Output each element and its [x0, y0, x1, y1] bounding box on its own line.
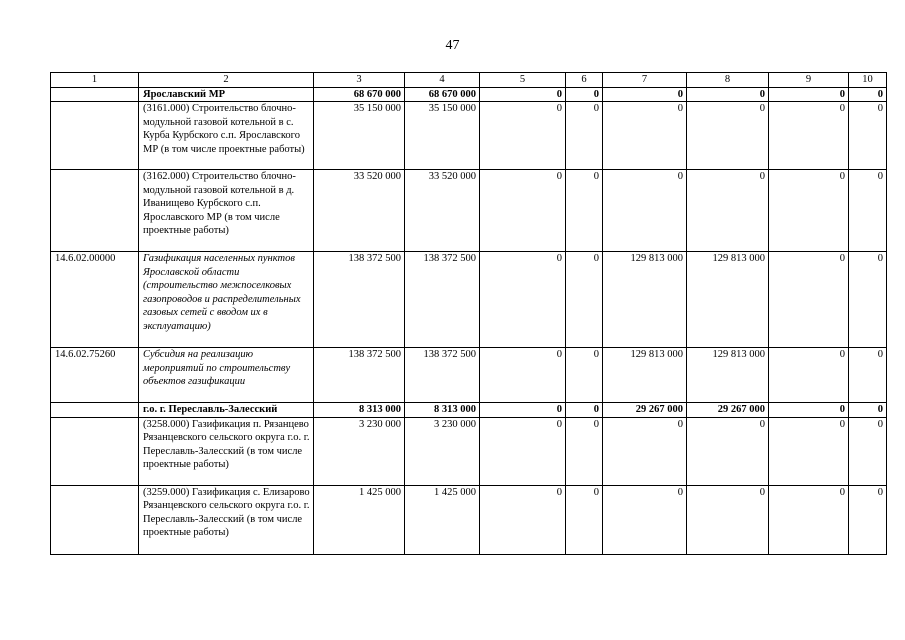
cell-col8: 29 267 000	[687, 403, 769, 418]
table-row	[51, 252, 887, 348]
row-name: (3161.000) Строительство блочно-модульной газовой котельной в с. Курба Курбского с.п. Ярославского МР (в том числе проектные работы)	[139, 102, 314, 170]
cell-col4: 35 150 000	[405, 102, 480, 170]
cell-col9: 0	[769, 252, 849, 348]
cell-col10: 0	[849, 485, 887, 554]
row-code	[51, 403, 139, 418]
cell-col4: 33 520 000	[405, 170, 480, 252]
cell-col8: 129 813 000	[687, 252, 769, 348]
cell-col10: 0	[849, 87, 887, 102]
cell-col8: 0	[687, 87, 769, 102]
row-name: Ярославский МР	[139, 87, 314, 102]
cell-col3: 138 372 500	[314, 252, 405, 348]
cell-col9: 0	[769, 170, 849, 252]
cell-col6: 0	[566, 348, 603, 403]
cell-col5: 0	[480, 485, 566, 554]
cell-col4: 138 372 500	[405, 252, 480, 348]
cell-col3: 68 670 000	[314, 87, 405, 102]
cell-col3: 35 150 000	[314, 102, 405, 170]
table-row	[51, 170, 887, 252]
budget-table	[50, 72, 887, 555]
row-code: 14.6.02.75260	[51, 348, 139, 403]
cell-col9: 0	[769, 417, 849, 485]
cell-col10: 0	[849, 252, 887, 348]
cell-col8: 0	[687, 485, 769, 554]
cell-col10: 0	[849, 102, 887, 170]
column-header: 7	[603, 73, 687, 88]
row-name: Субсидия на реализацию мероприятий по строительству объектов газификации	[139, 348, 314, 403]
cell-col5: 0	[480, 348, 566, 403]
cell-col10: 0	[849, 403, 887, 418]
cell-col7: 129 813 000	[603, 252, 687, 348]
cell-col6: 0	[566, 170, 603, 252]
cell-col9: 0	[769, 348, 849, 403]
cell-col4: 1 425 000	[405, 485, 480, 554]
cell-col4: 8 313 000	[405, 403, 480, 418]
column-header: 8	[687, 73, 769, 88]
cell-col5: 0	[480, 170, 566, 252]
table-row	[51, 87, 887, 102]
cell-col7: 0	[603, 417, 687, 485]
cell-col3: 138 372 500	[314, 348, 405, 403]
cell-col8: 0	[687, 102, 769, 170]
page-number: 47	[445, 38, 460, 53]
cell-col6: 0	[566, 485, 603, 554]
cell-col5: 0	[480, 87, 566, 102]
cell-col9: 0	[769, 403, 849, 418]
row-code	[51, 102, 139, 170]
column-header: 4	[405, 73, 480, 88]
cell-col5: 0	[480, 252, 566, 348]
row-code: 14.6.02.00000	[51, 252, 139, 348]
column-header: 5	[480, 73, 566, 88]
table-header-row	[51, 73, 887, 88]
cell-col3: 8 313 000	[314, 403, 405, 418]
cell-col9: 0	[769, 485, 849, 554]
cell-col10: 0	[849, 170, 887, 252]
cell-col5: 0	[480, 102, 566, 170]
column-header: 3	[314, 73, 405, 88]
table-row	[51, 102, 887, 170]
cell-col3: 1 425 000	[314, 485, 405, 554]
cell-col9: 0	[769, 87, 849, 102]
cell-col6: 0	[566, 403, 603, 418]
row-name: Газификация населенных пунктов Ярославской области (строительство межпоселковых газопроводов и распределительных газовых сетей с вводом их в эксплуатацию)	[139, 252, 314, 348]
cell-col10: 0	[849, 348, 887, 403]
cell-col10: 0	[849, 417, 887, 485]
row-code	[51, 170, 139, 252]
cell-col5: 0	[480, 417, 566, 485]
column-header: 10	[849, 73, 887, 88]
row-code	[51, 485, 139, 554]
table-row	[51, 403, 887, 418]
row-name: (3162.000) Строительство блочно-модульной газовой котельной в д. Иванищево Курбского с.п. Ярославского МР (в том числе проектные работы)	[139, 170, 314, 252]
row-name: (3259.000) Газификация с. Елизарово Рязанцевского сельского округа г.о. г. Переславль-Залесский (в том числе проектные работы)	[139, 485, 314, 554]
cell-col7: 0	[603, 87, 687, 102]
table-row	[51, 348, 887, 403]
cell-col7: 0	[603, 102, 687, 170]
cell-col3: 33 520 000	[314, 170, 405, 252]
column-header: 6	[566, 73, 603, 88]
cell-col7: 129 813 000	[603, 348, 687, 403]
cell-col6: 0	[566, 417, 603, 485]
column-header: 9	[769, 73, 849, 88]
row-name: г.о. г. Переславль-Залесский	[139, 403, 314, 418]
cell-col6: 0	[566, 87, 603, 102]
row-code	[51, 87, 139, 102]
row-code	[51, 417, 139, 485]
cell-col8: 0	[687, 417, 769, 485]
table-row	[51, 485, 887, 554]
cell-col6: 0	[566, 252, 603, 348]
row-name: (3258.000) Газификация п. Рязанцево Рязанцевского сельского округа г.о. г. Переславль-Залесский (в том числе проектные работы)	[139, 417, 314, 485]
column-header: 1	[51, 73, 139, 88]
cell-col8: 129 813 000	[687, 348, 769, 403]
cell-col4: 68 670 000	[405, 87, 480, 102]
cell-col5: 0	[480, 403, 566, 418]
cell-col7: 29 267 000	[603, 403, 687, 418]
cell-col3: 3 230 000	[314, 417, 405, 485]
cell-col4: 3 230 000	[405, 417, 480, 485]
cell-col8: 0	[687, 170, 769, 252]
cell-col7: 0	[603, 170, 687, 252]
cell-col4: 138 372 500	[405, 348, 480, 403]
cell-col9: 0	[769, 102, 849, 170]
table-row	[51, 417, 887, 485]
cell-col7: 0	[603, 485, 687, 554]
cell-col6: 0	[566, 102, 603, 170]
column-header: 2	[139, 73, 314, 88]
